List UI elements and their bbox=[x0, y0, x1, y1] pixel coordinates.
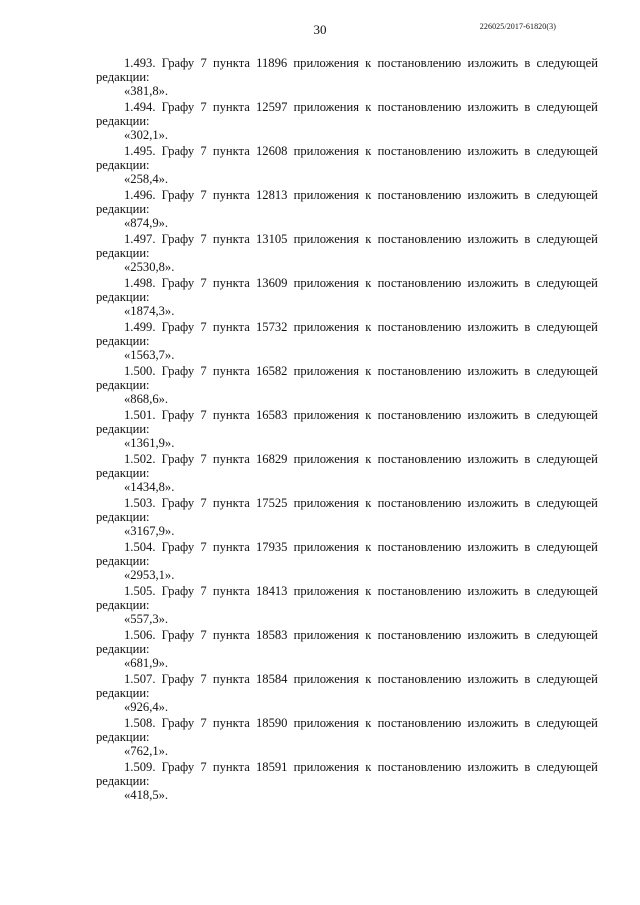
item-continuation: редакции: bbox=[96, 246, 150, 261]
phrase-word: в bbox=[524, 188, 531, 202]
list-item bbox=[96, 408, 598, 452]
item-first-line bbox=[96, 100, 598, 114]
phrase-word: к bbox=[365, 672, 372, 686]
phrase-word: приложения bbox=[293, 100, 360, 114]
phrase-word: постановлению bbox=[377, 364, 462, 378]
item-value: «2530,8». bbox=[124, 260, 175, 275]
phrase-word: к bbox=[365, 716, 372, 730]
phrase-word: в bbox=[524, 144, 531, 158]
phrase-word: в bbox=[524, 232, 531, 246]
phrase-word: следующей bbox=[536, 100, 598, 114]
item-continuation: редакции: bbox=[96, 642, 150, 657]
phrase-word: Графу bbox=[161, 452, 195, 466]
phrase-word: пункта bbox=[212, 320, 250, 334]
item-number: 1.506. bbox=[124, 628, 156, 642]
list-item bbox=[96, 584, 598, 628]
item-first-line bbox=[96, 276, 598, 290]
phrase-word: изложить bbox=[467, 144, 519, 158]
item-number: 1.494. bbox=[124, 100, 156, 114]
item-continuation: редакции: bbox=[96, 334, 150, 349]
phrase-word: к bbox=[365, 56, 372, 70]
item-value: «1361,9». bbox=[124, 436, 175, 451]
item-continuation: редакции: bbox=[96, 510, 150, 525]
phrase-word: 7 bbox=[200, 364, 207, 378]
phrase-word: в bbox=[524, 584, 531, 598]
phrase-word: Графу bbox=[161, 276, 195, 290]
phrase-word: изложить bbox=[467, 672, 519, 686]
phrase-word: изложить bbox=[467, 188, 519, 202]
phrase-word: Графу bbox=[161, 496, 195, 510]
item-value: «762,1». bbox=[124, 744, 169, 759]
phrase-word: следующей bbox=[536, 232, 598, 246]
item-continuation: редакции: bbox=[96, 202, 150, 217]
item-continuation: редакции: bbox=[96, 686, 150, 701]
item-continuation: редакции: bbox=[96, 378, 150, 393]
phrase-word: 7 bbox=[200, 584, 207, 598]
document-body bbox=[96, 56, 598, 804]
phrase-word: пункта bbox=[212, 452, 250, 466]
phrase-word: приложения bbox=[293, 496, 360, 510]
item-number: 1.503. bbox=[124, 496, 156, 510]
phrase-word: Графу bbox=[161, 540, 195, 554]
phrase-word: изложить bbox=[467, 584, 519, 598]
item-number: 1.505. bbox=[124, 584, 156, 598]
item-first-line bbox=[96, 540, 598, 554]
item-first-line bbox=[96, 188, 598, 202]
phrase-word: следующей bbox=[536, 672, 598, 686]
phrase-word: к bbox=[365, 276, 372, 290]
item-number: 1.497. bbox=[124, 232, 156, 246]
point-number: 13609 bbox=[255, 276, 288, 290]
item-first-line bbox=[96, 320, 598, 334]
phrase-word: пункта bbox=[212, 408, 250, 422]
phrase-word: следующей bbox=[536, 716, 598, 730]
phrase-word: приложения bbox=[293, 320, 360, 334]
phrase-word: приложения bbox=[293, 540, 360, 554]
list-item bbox=[96, 320, 598, 364]
item-first-line bbox=[96, 232, 598, 246]
item-first-line bbox=[96, 452, 598, 466]
phrase-word: постановлению bbox=[377, 188, 462, 202]
item-number: 1.509. bbox=[124, 760, 156, 774]
item-continuation: редакции: bbox=[96, 114, 150, 129]
phrase-word: пункта bbox=[212, 188, 250, 202]
phrase-word: приложения bbox=[293, 584, 360, 598]
item-value: «418,5». bbox=[124, 788, 169, 803]
phrase-word: постановлению bbox=[377, 100, 462, 114]
phrase-word: приложения bbox=[293, 188, 360, 202]
item-first-line bbox=[96, 672, 598, 686]
point-number: 18583 bbox=[255, 628, 288, 642]
phrase-word: пункта bbox=[212, 584, 250, 598]
list-item bbox=[96, 716, 598, 760]
phrase-word: Графу bbox=[161, 364, 195, 378]
list-item bbox=[96, 628, 598, 672]
list-item bbox=[96, 672, 598, 716]
point-number: 13105 bbox=[255, 232, 288, 246]
item-first-line bbox=[96, 56, 598, 70]
phrase-word: изложить bbox=[467, 320, 519, 334]
phrase-word: 7 bbox=[200, 760, 207, 774]
item-number: 1.498. bbox=[124, 276, 156, 290]
phrase-word: изложить bbox=[467, 364, 519, 378]
item-first-line bbox=[96, 628, 598, 642]
point-number: 15732 bbox=[255, 320, 288, 334]
phrase-word: к bbox=[365, 364, 372, 378]
phrase-word: приложения bbox=[293, 364, 360, 378]
point-number: 12608 bbox=[255, 144, 288, 158]
phrase-word: 7 bbox=[200, 408, 207, 422]
phrase-word: приложения bbox=[293, 628, 360, 642]
phrase-word: постановлению bbox=[377, 408, 462, 422]
point-number: 16583 bbox=[255, 408, 288, 422]
phrase-word: приложения bbox=[293, 144, 360, 158]
phrase-word: в bbox=[524, 540, 531, 554]
phrase-word: Графу bbox=[161, 716, 195, 730]
item-continuation: редакции: bbox=[96, 598, 150, 613]
phrase-word: изложить bbox=[467, 56, 519, 70]
point-number: 18413 bbox=[255, 584, 288, 598]
phrase-word: постановлению bbox=[377, 56, 462, 70]
item-continuation: редакции: bbox=[96, 290, 150, 305]
phrase-word: в bbox=[524, 628, 531, 642]
item-value: «1434,8». bbox=[124, 480, 175, 495]
phrase-word: Графу bbox=[161, 408, 195, 422]
point-number: 12597 bbox=[255, 100, 288, 114]
item-value: «926,4». bbox=[124, 700, 169, 715]
point-number: 11896 bbox=[256, 56, 288, 70]
phrase-word: изложить bbox=[467, 540, 519, 554]
phrase-word: к bbox=[365, 100, 372, 114]
phrase-word: пункта bbox=[212, 144, 250, 158]
phrase-word: следующей bbox=[536, 540, 598, 554]
phrase-word: Графу bbox=[161, 100, 195, 114]
phrase-word: постановлению bbox=[377, 496, 462, 510]
item-value: «874,9». bbox=[124, 216, 169, 231]
phrase-word: постановлению bbox=[377, 716, 462, 730]
phrase-word: 7 bbox=[200, 232, 207, 246]
phrase-word: постановлению bbox=[377, 628, 462, 642]
phrase-word: постановлению bbox=[377, 540, 462, 554]
item-value: «868,6». bbox=[124, 392, 169, 407]
phrase-word: Графу bbox=[161, 56, 195, 70]
phrase-word: постановлению bbox=[377, 276, 462, 290]
list-item bbox=[96, 232, 598, 276]
phrase-word: приложения bbox=[293, 56, 359, 70]
phrase-word: Графу bbox=[161, 144, 195, 158]
phrase-word: к bbox=[365, 320, 372, 334]
phrase-word: приложения bbox=[293, 716, 360, 730]
phrase-word: пункта bbox=[212, 364, 250, 378]
item-value: «557,3». bbox=[124, 612, 169, 627]
phrase-word: Графу bbox=[161, 232, 195, 246]
phrase-word: пункта bbox=[212, 496, 250, 510]
phrase-word: к bbox=[365, 452, 372, 466]
phrase-word: пункта bbox=[212, 760, 250, 774]
phrase-word: 7 bbox=[200, 540, 207, 554]
point-number: 17525 bbox=[255, 496, 288, 510]
phrase-word: пункта bbox=[212, 716, 250, 730]
list-item bbox=[96, 364, 598, 408]
page-number: 30 bbox=[313, 22, 327, 37]
phrase-word: 7 bbox=[200, 276, 207, 290]
phrase-word: Графу bbox=[161, 320, 195, 334]
phrase-word: 7 bbox=[200, 452, 207, 466]
item-value: «3167,9». bbox=[124, 524, 175, 539]
phrase-word: изложить bbox=[467, 628, 519, 642]
item-continuation: редакции: bbox=[96, 774, 150, 789]
phrase-word: следующей bbox=[536, 628, 598, 642]
phrase-word: к bbox=[365, 584, 372, 598]
item-continuation: редакции: bbox=[96, 158, 150, 173]
phrase-word: приложения bbox=[293, 232, 360, 246]
point-number: 18584 bbox=[255, 672, 288, 686]
phrase-word: следующей bbox=[536, 760, 598, 774]
item-first-line bbox=[96, 716, 598, 730]
phrase-word: изложить bbox=[467, 452, 519, 466]
phrase-word: в bbox=[524, 100, 531, 114]
phrase-word: пункта bbox=[212, 232, 250, 246]
point-number: 16829 bbox=[255, 452, 288, 466]
item-value: «1874,3». bbox=[124, 304, 175, 319]
document-code: 226025/2017-61820(3) bbox=[479, 22, 556, 31]
item-first-line bbox=[96, 496, 598, 510]
phrase-word: 7 bbox=[200, 188, 207, 202]
phrase-word: пункта bbox=[212, 56, 250, 70]
list-item bbox=[96, 144, 598, 188]
phrase-word: 7 bbox=[200, 144, 207, 158]
phrase-word: к bbox=[365, 496, 372, 510]
phrase-word: 7 bbox=[200, 672, 207, 686]
phrase-word: Графу bbox=[161, 672, 195, 686]
phrase-word: изложить bbox=[467, 232, 519, 246]
phrase-word: к bbox=[365, 760, 372, 774]
phrase-word: в bbox=[524, 760, 531, 774]
phrase-word: изложить bbox=[467, 276, 519, 290]
phrase-word: постановлению bbox=[377, 452, 462, 466]
phrase-word: постановлению bbox=[377, 672, 462, 686]
phrase-word: следующей bbox=[536, 188, 598, 202]
phrase-word: 7 bbox=[200, 100, 207, 114]
phrase-word: в bbox=[524, 276, 531, 290]
phrase-word: 7 bbox=[200, 716, 207, 730]
item-value: «1563,7». bbox=[124, 348, 175, 363]
phrase-word: в bbox=[524, 364, 531, 378]
list-item bbox=[96, 540, 598, 584]
item-number: 1.504. bbox=[124, 540, 156, 554]
phrase-word: изложить bbox=[467, 100, 519, 114]
phrase-word: следующей bbox=[536, 496, 598, 510]
phrase-word: к bbox=[365, 408, 372, 422]
item-number: 1.493. bbox=[124, 56, 156, 70]
list-item bbox=[96, 56, 598, 100]
item-number: 1.502. bbox=[124, 452, 156, 466]
list-item bbox=[96, 276, 598, 320]
item-first-line bbox=[96, 408, 598, 422]
phrase-word: постановлению bbox=[377, 584, 462, 598]
phrase-word: пункта bbox=[212, 540, 250, 554]
phrase-word: к bbox=[365, 628, 372, 642]
phrase-word: в bbox=[524, 320, 531, 334]
item-continuation: редакции: bbox=[96, 70, 150, 85]
item-number: 1.501. bbox=[124, 408, 156, 422]
phrase-word: постановлению bbox=[377, 144, 462, 158]
phrase-word: следующей bbox=[536, 320, 598, 334]
phrase-word: приложения bbox=[293, 276, 360, 290]
item-continuation: редакции: bbox=[96, 554, 150, 569]
phrase-word: 7 bbox=[200, 320, 207, 334]
item-first-line bbox=[96, 584, 598, 598]
phrase-word: Графу bbox=[161, 628, 195, 642]
phrase-word: следующей bbox=[536, 452, 598, 466]
phrase-word: Графу bbox=[161, 584, 195, 598]
phrase-word: пункта bbox=[212, 100, 250, 114]
item-value: «681,9». bbox=[124, 656, 169, 671]
phrase-word: изложить bbox=[467, 760, 519, 774]
phrase-word: 7 bbox=[200, 496, 207, 510]
list-item bbox=[96, 452, 598, 496]
item-continuation: редакции: bbox=[96, 422, 150, 437]
point-number: 18590 bbox=[255, 716, 288, 730]
phrase-word: в bbox=[524, 408, 531, 422]
point-number: 17935 bbox=[255, 540, 288, 554]
phrase-word: пункта bbox=[212, 672, 250, 686]
phrase-word: в bbox=[524, 496, 531, 510]
phrase-word: в bbox=[524, 716, 531, 730]
phrase-word: следующей bbox=[536, 584, 598, 598]
item-number: 1.495. bbox=[124, 144, 156, 158]
phrase-word: приложения bbox=[293, 408, 360, 422]
phrase-word: следующей bbox=[536, 408, 598, 422]
phrase-word: следующей bbox=[536, 56, 598, 70]
phrase-word: изложить bbox=[467, 496, 519, 510]
item-continuation: редакции: bbox=[96, 466, 150, 481]
item-number: 1.508. bbox=[124, 716, 156, 730]
item-first-line bbox=[96, 760, 598, 774]
phrase-word: изложить bbox=[467, 716, 519, 730]
point-number: 12813 bbox=[255, 188, 288, 202]
phrase-word: Графу bbox=[161, 188, 195, 202]
point-number: 18591 bbox=[255, 760, 288, 774]
phrase-word: Графу bbox=[161, 760, 195, 774]
item-value: «258,4». bbox=[124, 172, 169, 187]
phrase-word: постановлению bbox=[377, 760, 462, 774]
item-continuation: редакции: bbox=[96, 730, 150, 745]
phrase-word: следующей bbox=[536, 276, 598, 290]
list-item bbox=[96, 100, 598, 144]
phrase-word: пункта bbox=[212, 276, 250, 290]
phrase-word: приложения bbox=[293, 452, 360, 466]
phrase-word: 7 bbox=[200, 628, 207, 642]
phrase-word: к bbox=[365, 188, 372, 202]
item-first-line bbox=[96, 144, 598, 158]
point-number: 16582 bbox=[255, 364, 288, 378]
phrase-word: к bbox=[365, 232, 372, 246]
item-value: «2953,1». bbox=[124, 568, 175, 583]
phrase-word: 7 bbox=[200, 56, 207, 70]
list-item bbox=[96, 188, 598, 232]
item-number: 1.499. bbox=[124, 320, 156, 334]
list-item bbox=[96, 496, 598, 540]
phrase-word: в bbox=[524, 452, 531, 466]
phrase-word: приложения bbox=[293, 672, 360, 686]
item-value: «302,1». bbox=[124, 128, 169, 143]
phrase-word: постановлению bbox=[377, 232, 462, 246]
item-first-line bbox=[96, 364, 598, 378]
item-number: 1.500. bbox=[124, 364, 156, 378]
phrase-word: к bbox=[365, 144, 372, 158]
item-value: «381,8». bbox=[124, 84, 169, 99]
item-number: 1.496. bbox=[124, 188, 156, 202]
phrase-word: следующей bbox=[536, 144, 598, 158]
phrase-word: приложения bbox=[293, 760, 360, 774]
phrase-word: изложить bbox=[467, 408, 519, 422]
phrase-word: постановлению bbox=[377, 320, 462, 334]
phrase-word: следующей bbox=[536, 364, 598, 378]
item-number: 1.507. bbox=[124, 672, 156, 686]
phrase-word: в bbox=[524, 56, 531, 70]
phrase-word: в bbox=[524, 672, 531, 686]
list-item bbox=[96, 760, 598, 804]
phrase-word: к bbox=[365, 540, 372, 554]
phrase-word: пункта bbox=[212, 628, 250, 642]
